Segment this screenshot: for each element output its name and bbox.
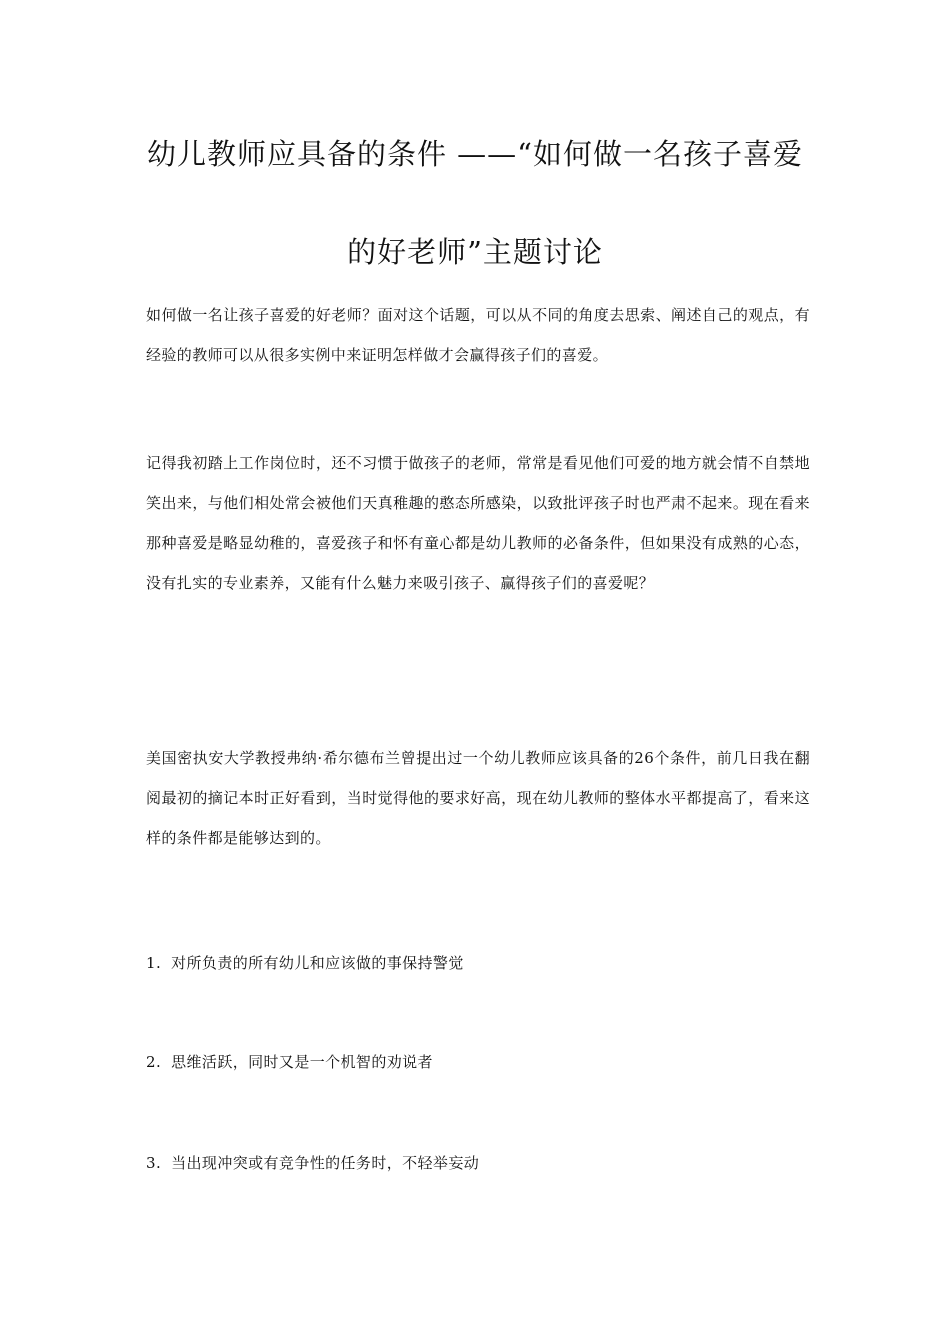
list-item-text: 对所负责的所有幼儿和应该做的事保持警觉	[171, 954, 464, 972]
paragraph-intro: 如何做一名让孩子喜爱的好老师？面对这个话题，可以从不同的角度去思索、阐述自己的观点，有经验的教师可以从很多实例中来证明怎样做才会赢得孩子们的喜爱。	[146, 306, 810, 364]
list-item-number: 3.	[146, 1154, 162, 1172]
list-item-number: 2.	[146, 1053, 162, 1071]
list-item	[146, 1153, 810, 1173]
document-title-line-1: 幼儿教师应具备的条件 ——“如何做一名孩子喜爱	[146, 137, 804, 171]
paragraph-experience: 记得我初踏上工作岗位时，还不习惯于做孩子的老师，常常是看见他们可爱的地方就会情不自禁地笑出来，与他们相处常会被他们天真稚趣的憨态所感染，以致批评孩子时也严肃不起来。现在看来那种喜爱是略显幼稚的，喜爱孩子和怀有童心都是幼儿教师的必备条件，但如果没有成熟的心态，没有扎实的专业素养，又能有什么魅力来吸引孩子、赢得孩子们的喜爱呢？	[146, 454, 810, 592]
list-item-text: 当出现冲突或有竞争性的任务时，不轻举妄动	[171, 1154, 480, 1172]
list-item	[146, 1052, 810, 1072]
list-item-text: 思维活跃，同时又是一个机智的劝说者	[171, 1053, 433, 1071]
list-item	[146, 953, 810, 973]
paragraph-hildebrand: 美国密执安大学教授弗纳·希尔德布兰曾提出过一个幼儿教师应该具备的26个条件，前几日我在翻阅最初的摘记本时正好看到，当时觉得他的要求好高，现在幼儿教师的整体水平都提高了，看来这样的条件都是能够达到的。	[146, 749, 810, 847]
document-title-line-2: 的好老师”主题讨论	[347, 235, 603, 269]
list-item-number: 1.	[146, 954, 162, 972]
